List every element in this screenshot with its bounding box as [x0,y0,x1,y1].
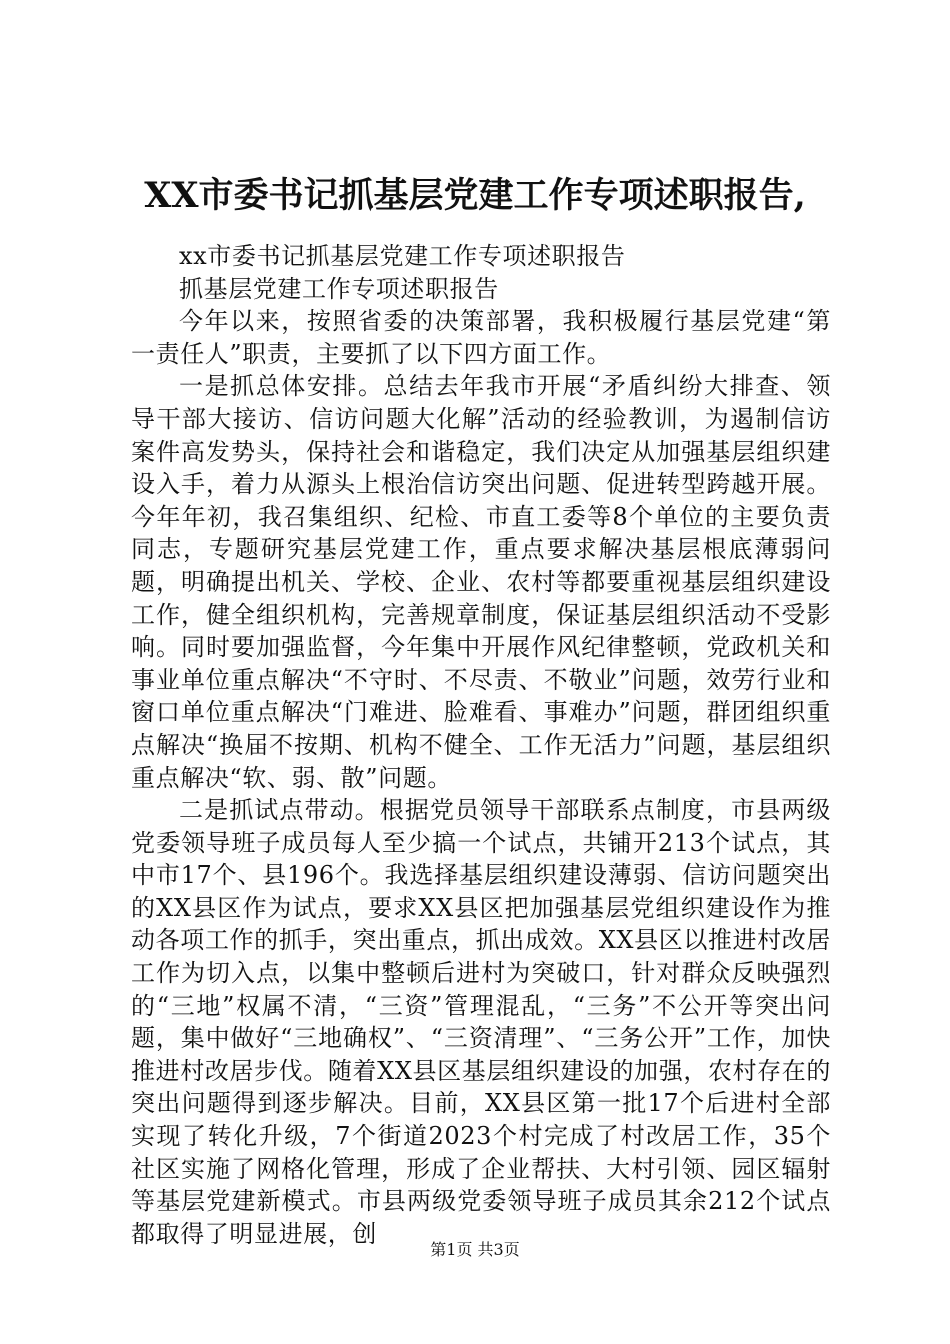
document-body [131,240,831,1250]
page-footer: 第1页 共3页 [430,1240,520,1259]
paragraph-section-1: 一是抓总体安排。总结去年我市开展“矛盾纠纷大排查、领导干部大接访、信访问题大化解”活动的经验教训，为遏制信访案件高发势头，保持社会和谐稳定，我们决定从加强基层组织建设入手，着力从源头上根治信访突出问题、促进转型跨越开展。今年年初，我召集组织、纪检、市直工委等8个单位的主要负责同志，专题研究基层党建工作，重点要求解决基层根底薄弱问题，明确提出机关、学校、企业、农村等都要重视基层组织建设工作，健全组织机构，完善规章制度，保证基层组织活动不受影响。同时要加强监督，今年集中开展作风纪律整顿，党政机关和事业单位重点解决“不守时、不尽责、不敬业”问题，效劳行业和窗口单位重点解决“门难进、脸难看、事难办”问题，群团组织重点解决“换届不按期、机构不健全、工作无活力”问题，基层组织重点解决“软、弱、散”问题。 [131,372,831,792]
paragraph-subtitle-2: 抓基层党建工作专项述职报告 [179,274,499,303]
document-title: XX市委书记抓基层党建工作专项述职报告, [144,175,806,216]
paragraph-section-2: 二是抓试点带动。根据党员领导干部联系点制度，市县两级党委领导班子成员每人至少搞一个试点，共铺开213个试点，其中市17个、县196个。我选择基层组织建设薄弱、信访问题突出的XX县区作为试点，要求XX县区把加强基层党组织建设作为推动各项工作的抓手，突出重点，抓出成效。XX县区以推进村改居工作为切入点，以集中整顿后进村为突破口，针对群众反映强烈的“三地”权属不清，“三资”管理混乱，“三务”不公开等突出问题，集中做好“三地确权”、“三资清理”、“三务公开”工作，加快推进村改居步伐。随着XX县区基层组织建设的加强，农村存在的突出问题得到逐步解决。目前，XX县区第一批17个后进村全部实现了转化升级，7个街道2023个村完成了村改居工作，35个社区实施了网格化管理，形成了企业帮扶、大村引领、园区辐射等基层党建新模式。市县两级党委领导班子成员其余212个试点都取得了明显进展，创 [131,796,831,1248]
paragraph-intro: 今年以来，按照省委的决策部署，我积极履行基层党建“第一责任人”职责，主要抓了以下四方面工作。 [131,307,831,368]
paragraph-subtitle-1: xx市委书记抓基层党建工作专项述职报告 [179,242,626,270]
